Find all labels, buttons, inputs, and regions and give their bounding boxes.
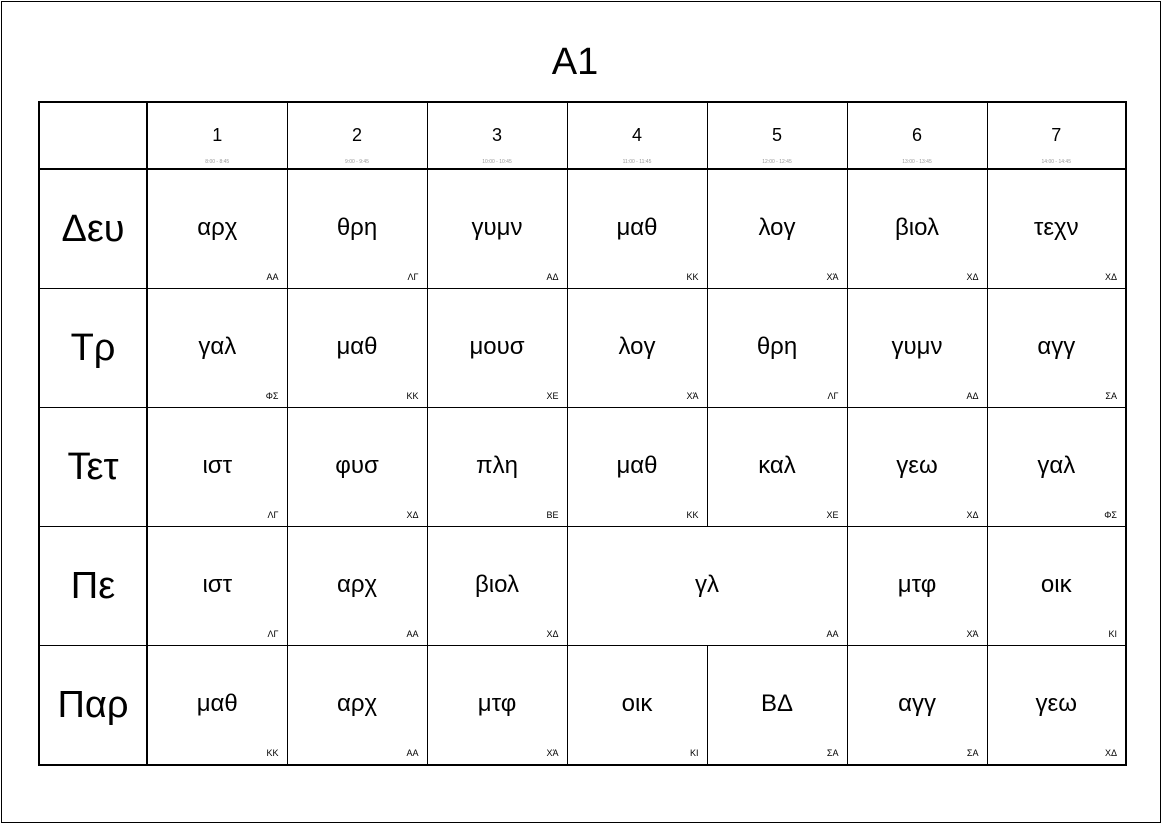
day-label: Τετ [67, 445, 119, 488]
teacher-initials: ΚΚ [686, 510, 699, 520]
teacher-initials: ΑΔ [966, 391, 979, 401]
period-header [147, 102, 287, 169]
lesson-cell [147, 408, 287, 527]
teacher-initials: ΧΔ [546, 629, 559, 639]
day-label: Δευ [61, 207, 125, 250]
lesson-cell [427, 408, 567, 527]
lesson-cell [707, 169, 847, 289]
subject-label: μαθ [336, 333, 378, 360]
subject-label: μτφ [897, 571, 937, 598]
teacher-initials: ΛΓ [407, 272, 419, 282]
day-row [39, 646, 1126, 766]
period-number: 6 [911, 125, 922, 145]
teacher-initials: ΛΓ [267, 510, 279, 520]
lesson-cell [567, 646, 707, 766]
teacher-initials: ΚΚ [266, 748, 279, 758]
teacher-initials: ΧΆ [966, 629, 979, 639]
page-title: A1 [551, 41, 599, 83]
teacher-initials: ΧΔ [406, 510, 419, 520]
subject-label: βιολ [894, 214, 940, 241]
lesson-cell [987, 646, 1126, 766]
subject-label: τεχν [1033, 214, 1079, 241]
lesson-cell [847, 527, 987, 646]
period-number: 1 [212, 125, 223, 145]
subject-label: οικ [1040, 571, 1072, 598]
day-label-cell [39, 646, 147, 766]
period-time: 13:00 - 13:45 [902, 159, 932, 165]
subject-label: αγγ [898, 690, 936, 717]
period-number: 7 [1051, 125, 1062, 145]
day-label-cell [39, 169, 147, 289]
teacher-initials: ΑΑ [406, 748, 419, 758]
day-row [39, 408, 1126, 527]
lesson-cell [427, 289, 567, 408]
subject-label: φυσ [335, 452, 379, 479]
subject-label: γεω [1035, 690, 1077, 717]
subject-label: γυμν [471, 214, 523, 241]
subject-label: οικ [621, 690, 653, 717]
teacher-initials: ΑΔ [546, 272, 559, 282]
subject-label: γαλ [1037, 452, 1076, 479]
lesson-cell [987, 289, 1126, 408]
lesson-cell [567, 408, 707, 527]
lesson-cell [567, 169, 707, 289]
lesson-cell [847, 169, 987, 289]
day-row [39, 527, 1126, 646]
period-number: 5 [771, 125, 782, 145]
subject-label: μαθ [196, 690, 238, 717]
period-time: 12:00 - 12:45 [762, 159, 792, 165]
period-time: 9:00 - 9:45 [345, 159, 369, 165]
teacher-initials: ΧΔ [966, 272, 979, 282]
period-header [847, 102, 987, 169]
teacher-initials: ΣΑ [826, 748, 839, 758]
subject-label: μτφ [477, 690, 517, 717]
day-label: Πε [70, 564, 116, 607]
lesson-cell [987, 408, 1126, 527]
corner-cell [39, 102, 147, 169]
subject-label: αρχ [197, 214, 238, 241]
lesson-cell [147, 169, 287, 289]
teacher-initials: ΧΆ [686, 391, 699, 401]
subject-label: μαθ [616, 214, 658, 241]
teacher-initials: ΑΑ [406, 629, 419, 639]
lesson-cell [147, 527, 287, 646]
teacher-initials: ΚΚ [406, 391, 419, 401]
lesson-cell [707, 289, 847, 408]
period-number: 4 [631, 125, 642, 145]
day-row [39, 169, 1126, 289]
lesson-cell [287, 169, 427, 289]
period-time: 8:00 - 8:45 [205, 159, 230, 165]
teacher-initials: ΑΑ [826, 629, 839, 639]
teacher-initials: ΧΆ [546, 748, 559, 758]
subject-label: λογ [618, 333, 656, 360]
period-header [287, 102, 427, 169]
day-label: Παρ [57, 683, 129, 726]
day-row [39, 289, 1126, 408]
subject-label: αρχ [336, 690, 378, 717]
subject-label: ιστ [202, 571, 233, 598]
teacher-initials: ΛΓ [267, 629, 279, 639]
subject-label: θρη [756, 333, 798, 360]
lesson-cell [287, 646, 427, 766]
subject-label: γεω [896, 452, 938, 479]
period-time: 14:00 - 14:45 [1041, 159, 1071, 165]
subject-label: καλ [758, 452, 796, 479]
lesson-cell [567, 527, 847, 646]
teacher-initials: ΧΔ [966, 510, 979, 520]
teacher-initials: ΚΙ [1108, 629, 1117, 639]
lesson-cell [287, 527, 427, 646]
teacher-initials: ΧΕ [826, 510, 839, 520]
subject-label: θρη [336, 214, 378, 241]
teacher-initials: ΒΕ [546, 510, 559, 520]
teacher-initials: ΦΣ [1104, 510, 1117, 520]
teacher-initials: ΧΔ [1104, 748, 1117, 758]
period-header [707, 102, 847, 169]
lesson-cell [287, 289, 427, 408]
subject-label: γλ [695, 571, 719, 598]
subject-label: αγγ [1037, 333, 1076, 360]
subject-label: βιολ [474, 571, 520, 598]
subject-label: γυμν [891, 333, 943, 360]
lesson-cell [707, 408, 847, 527]
teacher-initials: ΦΣ [265, 391, 279, 401]
day-label: Τρ [70, 326, 116, 369]
lesson-cell [847, 408, 987, 527]
subject-label: γαλ [198, 333, 237, 360]
lesson-cell [147, 289, 287, 408]
lesson-cell [847, 646, 987, 766]
lesson-cell [847, 289, 987, 408]
lesson-cell [987, 169, 1126, 289]
lesson-cell [707, 646, 847, 766]
teacher-initials: ΧΕ [546, 391, 559, 401]
subject-label: μαθ [616, 452, 658, 479]
subject-label: ΒΔ [760, 690, 794, 717]
lesson-cell [287, 408, 427, 527]
subject-label: μουσ [469, 333, 525, 360]
lesson-cell [567, 289, 707, 408]
lesson-cell [147, 646, 287, 766]
subject-label: ιστ [202, 452, 233, 479]
teacher-initials: ΧΆ [826, 272, 839, 282]
subject-label: πλη [476, 452, 518, 479]
day-label-cell [39, 527, 147, 646]
lesson-cell [987, 527, 1126, 646]
period-header [427, 102, 567, 169]
teacher-initials: ΚΙ [689, 748, 699, 758]
teacher-initials: ΚΚ [686, 272, 699, 282]
subject-label: αρχ [336, 571, 378, 598]
period-number: 3 [491, 125, 502, 145]
day-label-cell [39, 408, 147, 527]
subject-label: λογ [758, 214, 796, 241]
period-number: 2 [351, 125, 362, 145]
teacher-initials: ΣΑ [1105, 391, 1117, 401]
teacher-initials: ΛΓ [827, 391, 839, 401]
teacher-initials: ΑΑ [266, 272, 279, 282]
teacher-initials: ΧΔ [1104, 272, 1117, 282]
period-header [987, 102, 1126, 169]
lesson-cell [427, 169, 567, 289]
lesson-cell [427, 646, 567, 766]
period-header [567, 102, 707, 169]
lesson-cell [427, 527, 567, 646]
teacher-initials: ΣΑ [966, 748, 979, 758]
header-row [39, 102, 1126, 169]
timetable [38, 101, 1127, 766]
period-time: 10:00 - 10:45 [482, 159, 512, 165]
period-time: 11:00 - 11:45 [622, 159, 652, 165]
day-label-cell [39, 289, 147, 408]
